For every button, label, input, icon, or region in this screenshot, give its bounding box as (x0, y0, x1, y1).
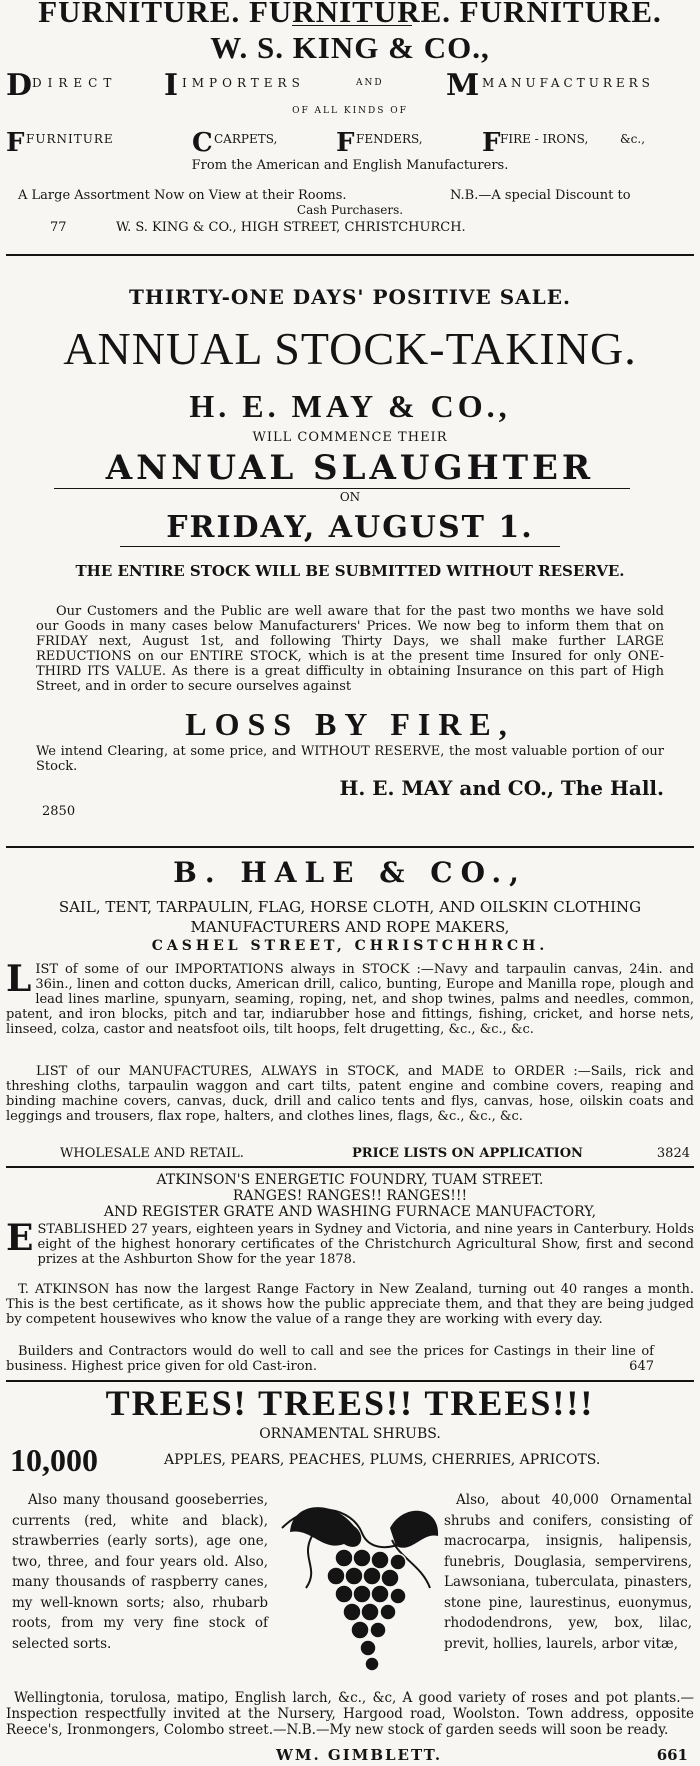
may-on: ON (339, 490, 361, 504)
date-underline (120, 546, 560, 547)
may-slaughter: ANNUAL SLAUGHTER (105, 448, 595, 488)
atkinson-register: AND REGISTER GRATE AND WASHING FURNACE MANUFACTORY, (103, 1204, 597, 1220)
king-trade-line: D DIRECT I IMPORTERS AND M MANUFACTURERS (6, 68, 654, 103)
atkinson-established: E STABLISHED 27 years, eighteen years in Sydney and Victoria, and nine years in Canterbury. Holds eight of the highest honorary certificates of the Christchurch Agricultural Show, first and second prizes at the Ashburton Show for the year 1878. (6, 1217, 694, 1267)
hale-importations: L IST of some of our IMPORTATIONS always in STOCK :—Navy and tarpaulin canvas, 24in. and 36in., linen and cotton ducks, American drill, calico, bunting, Europe and Manilla rope, plough and lead lines marline, spunyarn, seaming, roping, net, and shop twines, palms and needles, common, patent, and iron blocks, pitch and tar, indiarubber hose and fittings, fishing, cricket, and horse nets, linseed, colza, castor and neatsfoot oils, tilt hoops, felt drugetting, &c., &c., &c. (6, 958, 694, 1037)
atkinson-largest: T. ATKINSON has now the largest Range Factory in New Zealand, turning out 40 ranges a month. This is the best certificate, as it shows how the public appreciate them, and that they are being judged by competent housewives who know the value of a range they are working with every day. (6, 1282, 694, 1327)
hale-street: CASHEL STREET, CHRISTCHHRCH. (151, 938, 549, 954)
may-entire-stock: THE ENTIRE STOCK WILL BE SUBMITTED WITHOUT RESERVE. (75, 562, 625, 580)
may-body: Our Customers and the Public are well aware that for the past two months we have sold our Goods in many cases below Manufacturers' Prices. We now beg to inform them that on FRIDAY next, August 1st, and following Thirty Days, we shall make further LARGE REDUCTIONS on our ENTIRE STOCK, which is at the present time Insured for only ONE-THIRD ITS VALUE. As there is a great difficulty in obtaining Insurance on this part of High Street, and in order to secure ourselves against (36, 604, 664, 694)
king-and: AND (356, 78, 384, 88)
furniture-banner: FURNITURE. FURNITURE. FURNITURE. (38, 0, 662, 29)
hale-trades: SAIL, TENT, TARPAULIN, FLAG, HORSE CLOTH, AND OILSKIN CLOTHING (58, 898, 642, 916)
banner-underline (292, 25, 412, 26)
king-from-line: From the American and English Manufacturers. (191, 158, 509, 173)
may-heading: THIRTY-ONE DAYS' POSITIVE SALE. (129, 285, 571, 309)
may-company-name: H. E. MAY & CO., (189, 388, 511, 424)
may-signature: H. E. MAY and CO., The Hall. (339, 776, 664, 800)
hale-manufactures: LIST of our MANUFACTURES, ALWAYS in STOCK, and MADE to ORDER :—Sails, rick and threshing cloths, tarpaulin waggon and cart tilts, patent engine and combine covers, reaping and binding machine covers, canvas, duck, drill and calico tents and flys, canvas, hose, oilskin coats and leggings and trousers, flax rope, halters, and clothes lines, flags, &c., &c., &c. (6, 1064, 694, 1124)
may-commence: WILL COMMENCE THEIR (252, 430, 448, 445)
king-manufacturers: MANUFACTURERS (482, 76, 654, 90)
may-ref: 2850 (42, 804, 76, 819)
king-fire-irons: FIRE - IRONS, (500, 132, 589, 146)
slaughter-underline (54, 488, 630, 489)
gimblett-right-column: Also, about 40,000 Ornamental shrubs and conifers, consisting of macrocarpa, insignis, halipensis, funebris, Douglasia, sempervirens, Lawsoniana, tuberculata, pinasters, stone pine, laurestinus, euonymus, rhododendrons, yew, box, lilac, previt, hollies, laurels, arbor vitæ, (444, 1492, 692, 1652)
divider-3 (6, 1166, 694, 1168)
hale-company-name: B. HALE & CO., (173, 856, 527, 889)
king-furniture: FURNITURE (26, 132, 114, 146)
may-loss-by-fire: LOSS BY FIRE, (185, 706, 515, 742)
grape-vine-illustration (272, 1488, 442, 1678)
king-goods-line: F FURNITURE C CARPETS, F FENDERS, F FIRE - IRONS, &c., (6, 128, 646, 158)
may-stock-taking: ANNUAL STOCK-TAKING. (63, 323, 637, 374)
atkinson-title: ATKINSON'S ENERGETIC FOUNDRY, TUAM STREET. (156, 1172, 544, 1188)
may-date: FRIDAY, AUGUST 1. (166, 510, 534, 545)
king-company-name: W. S. KING & CO., (210, 30, 490, 65)
king-importers: IMPORTERS (182, 76, 305, 90)
divider-1 (6, 254, 694, 256)
king-etc: &c., (620, 132, 646, 146)
king-direct: DIRECT (32, 76, 118, 90)
atkinson-ranges: RANGES! RANGES!! RANGES!!! (232, 1188, 468, 1204)
gimblett-bottom: Wellingtonia, torulosa, matipo, English larch, &c., &c, A good variety of roses and pot plants.—Inspection respectfully invited at the Nursery, Hargood road, Woolston. Town address, opposite Reece's, Ironmongers, Colombo street.—N.B.—My new stock of garden seeds will soon be ready. (6, 1690, 694, 1738)
newspaper-ads-page: FURNITURE. FURNITURE. FURNITURE. W. S. KING & CO., D DIRECT I IMPORTERS AND M MANUFACTURERS OF ALL KINDS OF F FURNITURE C CARPETS, F FENDERS, F FIRE - IRONS, &c., From the American and English Manufacturers. A Large Assortment Now on View at their Rooms. N.B.—A special Discount to Cash Purchasers. 77 W. S. KING & CO., HIGH STREET, CHRISTCHURCH. THIRTY-ONE DAYS' POSITIVE SALE. ANNUAL STOCK-TAKING. H. E. MAY & CO., WILL COMMENCE THEIR ANNUAL SLAUGHTER ON FRIDAY, AUGUST 1. THE ENTIRE STOCK WILL BE SUBMITTED WITHOUT RESERVE. Our Customers and the Public are well aware that for the past two months we have sold our Goods in many cases below Manufacturers' Prices. We now beg to inform them that on FRIDAY next, August 1st, and following Thirty Days, we shall make further LARGE REDUCTIONS on our ENTIRE STOCK, which is at the present time Insured for only ONE-THIRD ITS VALUE. As there is a great difficulty in obtaining Insurance on this part of High Street, and in order to secure ourselves against LOSS BY FIRE, We intend Clearing, at some price, and WITHOUT RESERVE, the most valuable portion of our Stock. H. E. MAY and CO., The Hall. 2850 B. HALE & CO., SAIL, TENT, TARPAULIN, FLAG, HORSE CLOTH, AND OILSKIN CLOTHING MANUFACTURERS AND ROPE MAKERS, CASHEL STREET, CHRISTCHHRCH. L IST of some of our IMPORTATIONS always in STOCK :—Navy and tarpaulin canvas, 24in. and 36in., linen and cotton ducks, American drill, calico, bunting, Europe and Manilla rope, plough and lead lines marline, spunyarn, seaming, roping, net, and shop twines, palms and needles, common, patent, and iron blocks, pitch and tar, indiarubber hose and fittings, fishing, cricket, and horse nets, linseed, colza, castor and neatsfoot oils, tilt hoops, felt drugetting, &c., &c., &c. LIST of our MANUFACTURES, ALWAYS in STOCK, and MADE to ORDER :—Sails, rick and threshing cloths, tarpaulin waggon and cart tilts, patent engine and combine covers, reaping and binding machine covers, canvas, duck, drill and calico tents and flys, canvas, hose, oilskin coats and leggings and trousers, flax rope, halters, and clothes lines, flags, &c., &c., &c. WHOLESALE AND RETAIL. PRICE LISTS ON APPLICATION 3824 ATKINSON'S ENERGETIC FOUNDRY, TUAM STREET. RANGES! RANGES!! RANGES!!! AND REGISTER GRATE AND WASHING FURNACE MANUFACTORY, E STABLISHED 27 years, eighteen years in Sydney and Victoria, and nine years in Canterbury. Holds eight of the highest honorary certificates of the Christchurch Agricultural Show, first and second prizes at the Ashburton Show for the year 1878. T. ATKINSON has now the largest Range Factory in New Zealand, turning out 40 ranges a month. This is the best certificate, as it shows how the public appreciate them, and that they are being judged by competent housewives who know the value of a range they are working with every day. Builders and Contractors would do well to call and see the prices for Castings in their line of business. Highest price given for old Cast-iron. 647 TREES! TREES!! TREES!!! ORNAMENTAL SHRUBS. 10,000 APPLES, PEARS, PEACHES, PLUMS, CHERRIES, APRICOTS. Also many thousand gooseberries, currents (red, white and black), strawberries (early sorts), age one, two, three, and four years old. Also, many thousands of raspberry canes, my well-known sorts; also, rhubarb roots, from my very fine stock of selected sorts. Also, about 40,000 Ornamental shrubs and conifers, consisting of macrocarpa, insignis, halipensis, funebris, Douglasia, sempervirens, Lawsoniana, tuberculata, pinasters, stone pine, laurestinus, euonymus, rhododendrons, yew, box, lilac, previt, hollies, laurels, arbor vitæ, Wellingtonia, torulosa, matipo, English larch, &c., &c, A good variety of roses and pot plants.—Inspection respectfully invited at the Nursery, Hargood road, Woolston. Town address, opposite Reece's, Ironmongers, Colombo street.—N.B.—My new stock of garden seeds will soon be ready. WM. GIMBLETT. 661 (0, 0, 700, 1766)
gimblett-left-column: Also many thousand gooseberries, currents (red, white and black), strawberries (early sorts), age one, two, three, and four years old. Also, many thousands of raspberry canes, my well-known sorts; also, rhubarb roots, from my very fine stock of selected sorts. (12, 1492, 268, 1652)
king-of-all-kinds: OF ALL KINDS OF (292, 106, 408, 116)
divider-2 (6, 846, 694, 848)
may-clearing: We intend Clearing, at some price, and WITHOUT RESERVE, the most valuable portion of our Stock. (36, 744, 664, 774)
king-cash-line: Cash Purchasers. (296, 204, 404, 216)
gimblett-shrubs: ORNAMENTAL SHRUBS. (259, 1426, 441, 1442)
atkinson-builders: Builders and Contractors would do well to call and see the prices for Castings in their line of business. Highest price given for old Cast-iron. 647 (6, 1344, 654, 1374)
hale-makers: MANUFACTURERS AND ROPE MAKERS, (190, 918, 510, 936)
king-carpets: CARPETS, (214, 132, 278, 146)
king-fenders: FENDERS, (356, 132, 423, 146)
gimblett-count-line: 10,000 APPLES, PEARS, PEACHES, PLUMS, CHERRIES, APRICOTS. (10, 1442, 601, 1478)
leaf-icon (290, 1507, 361, 1547)
grapes-icon (327, 1549, 406, 1671)
gimblett-trees: TREES! TREES!! TREES!!! (105, 1383, 595, 1423)
leaf-icon (390, 1511, 438, 1548)
